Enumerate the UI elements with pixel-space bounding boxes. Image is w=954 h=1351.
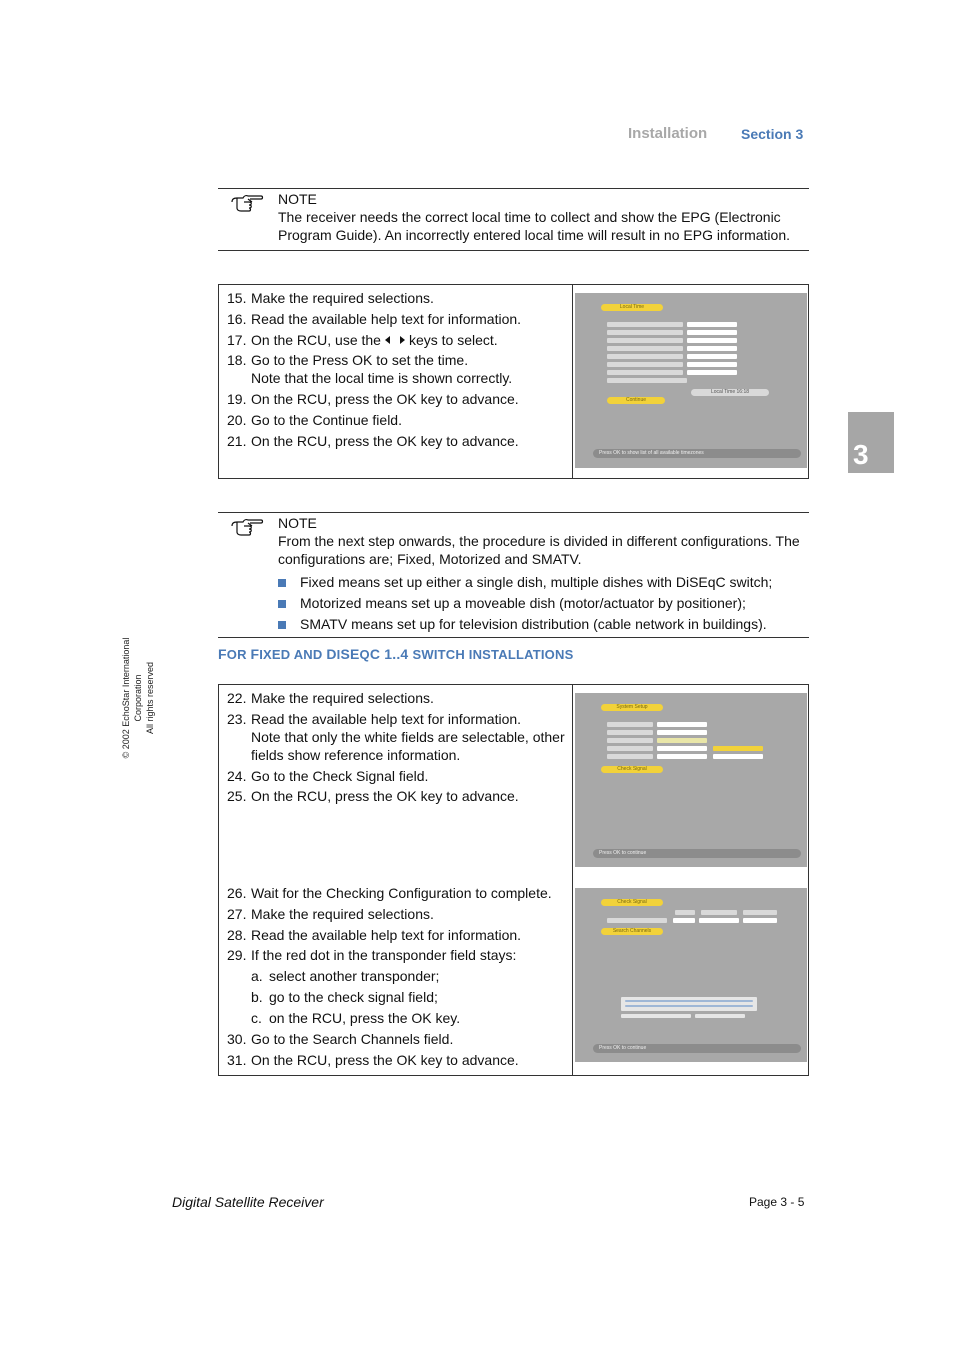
list-item: 29. If the red dot in the transponder field stays: xyxy=(227,947,517,964)
list-item: 30. Go to the Search Channels field. xyxy=(227,1031,454,1048)
steps-table-local-time xyxy=(218,284,809,479)
help-text-bar: Press OK to show list of all available timezones xyxy=(593,449,801,458)
screen-title-bar: Local Time xyxy=(601,304,663,311)
screen-title-bar: Check Signal xyxy=(601,899,663,906)
list-item: 26. Wait for the Checking Configuration to complete. xyxy=(227,885,552,901)
footer-product-name: Digital Satellite Receiver xyxy=(172,1194,324,1210)
list-item: 28. Read the available help text for information. xyxy=(227,926,522,943)
list-item: 31. On the RCU, press the OK key to advance. xyxy=(227,1051,519,1068)
list-item: a. select another transponder; xyxy=(251,968,440,985)
note-block-epg xyxy=(218,188,809,251)
steps-list xyxy=(227,689,567,808)
chapter-tab: 3 xyxy=(848,412,894,473)
list-item: SMATV means set up for television distribution (cable network in buildings). xyxy=(278,614,806,635)
note-block-configurations xyxy=(218,512,809,638)
list-item: 27. Make the required selections. xyxy=(227,905,434,922)
local-time-screenshot xyxy=(575,293,807,468)
help-text-bar: Press OK to continue xyxy=(593,849,801,858)
screen-title-bar: System Setup xyxy=(601,704,663,711)
list-item: 25. On the RCU, press the OK key to advance. xyxy=(227,788,519,805)
left-arrow-icon xyxy=(385,336,390,344)
section-subheading: FOR FIXED AND DISEQC 1..4 SWITCH INSTALLATIONS xyxy=(218,646,574,662)
list-item: 24. Go to the Check Signal field. xyxy=(227,767,429,784)
page-number: Page 3 - 5 xyxy=(749,1195,805,1209)
continue-field: Continue xyxy=(607,397,665,404)
bullet-list xyxy=(278,572,806,635)
system-setup-screenshot xyxy=(575,693,807,867)
search-channels-field: Search Channels xyxy=(601,928,663,935)
column-divider xyxy=(572,285,573,478)
pointing-hand-icon xyxy=(230,193,264,213)
pointing-hand-icon xyxy=(230,517,264,537)
list-item: 15. Make the required selections. xyxy=(227,290,434,306)
column-divider xyxy=(572,685,573,1075)
list-item: 18. Go to the Press OK to set the time. Note that the local time is shown correctly. xyxy=(227,352,513,387)
steps-list xyxy=(227,884,567,1072)
list-item: 19. On the RCU, press the OK key to advance. xyxy=(227,391,519,408)
steps-table-fixed-install xyxy=(218,684,809,1076)
bullet-square-icon xyxy=(278,579,286,587)
sub-list xyxy=(227,967,567,1027)
copyright-notice: © 2002 EchoStar International Corporation All rights reserved xyxy=(121,637,155,759)
list-item: Fixed means set up either a single dish, multiple dishes with DiSEqC switch; xyxy=(278,572,806,593)
help-text-bar: Press OK to continue xyxy=(593,1044,801,1053)
right-arrow-icon xyxy=(400,336,405,344)
bullet-square-icon xyxy=(278,600,286,608)
list-item: 21. On the RCU, press the OK key to advance. xyxy=(227,432,519,449)
local-time-readout: Local Time 16:18 xyxy=(691,389,769,396)
chapter-title: Installation xyxy=(628,125,708,142)
list-item: 22. Make the required selections. xyxy=(227,690,434,706)
note-text: The receiver needs the correct local time to collect and show the EPG (Electronic Program Guide). An incorrectly entered local time will result in no EPG information. xyxy=(278,209,790,243)
list-item: 16. Read the available help text for information. xyxy=(227,310,522,327)
list-item: 23. Read the available help text for information. Note that only the white fields are selectable, other fields show reference information. xyxy=(227,710,565,763)
note-title: NOTE xyxy=(278,191,317,207)
list-item: c. on the RCU, press the OK key. xyxy=(251,1010,461,1027)
note-title: NOTE xyxy=(278,515,317,531)
check-signal-screenshot xyxy=(575,888,807,1062)
section-label: Section 3 xyxy=(741,126,804,142)
list-item: b. go to the check signal field; xyxy=(251,989,438,1006)
note-text: From the next step onwards, the procedure is divided in different configurations. The configurations are; Fixed, Motorized and SMATV. xyxy=(278,533,800,567)
list-item: 17. On the RCU, use the keys to select. xyxy=(227,331,498,348)
check-signal-field: Check Signal xyxy=(601,766,663,773)
bullet-square-icon xyxy=(278,621,286,629)
list-item: 20. Go to the Continue field. xyxy=(227,411,402,428)
list-item: Motorized means set up a moveable dish (motor/actuator by positioner); xyxy=(278,593,806,614)
steps-list xyxy=(227,289,567,453)
